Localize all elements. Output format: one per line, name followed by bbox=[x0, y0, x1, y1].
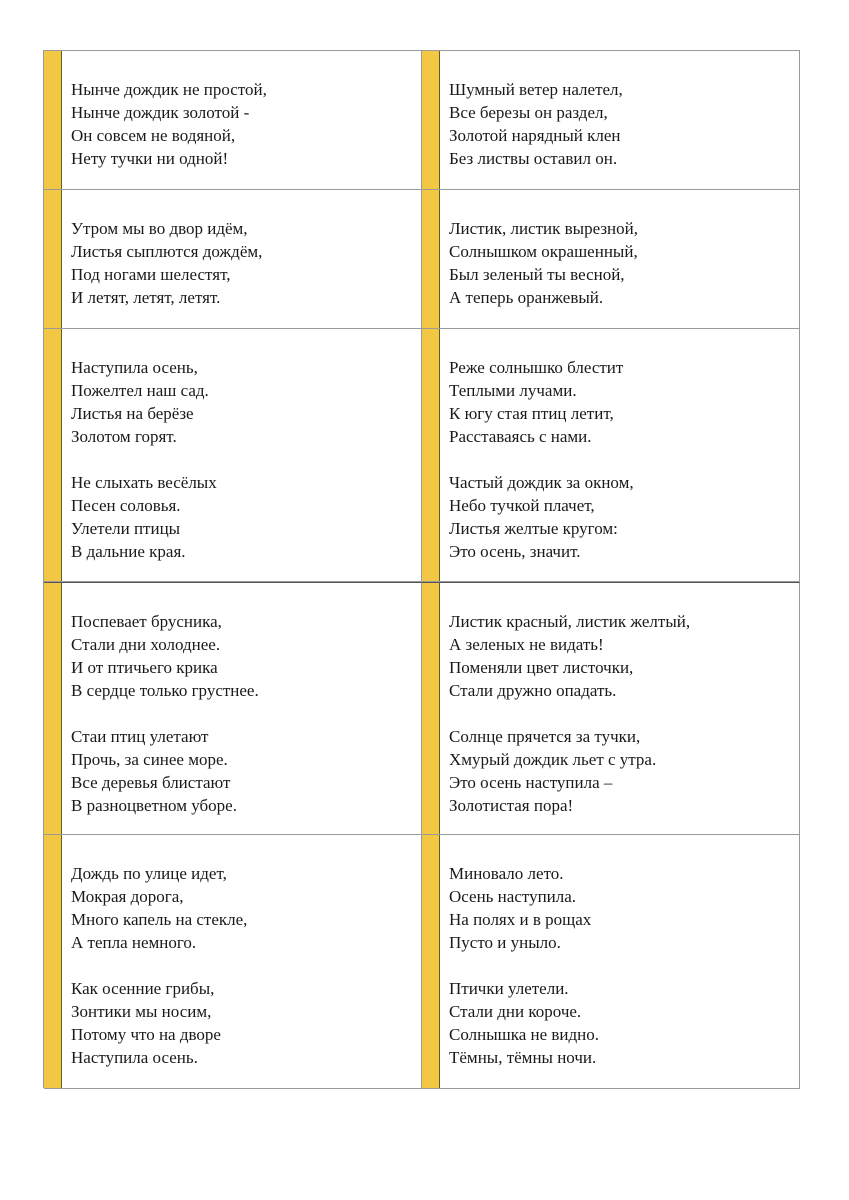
poem-line: Наступила осень, bbox=[71, 358, 198, 377]
poem-line: Шумный ветер налетел, bbox=[449, 80, 623, 99]
poem-line: Как осенние грибы, bbox=[71, 979, 215, 998]
poem-line: Нынче дождик золотой - bbox=[71, 103, 250, 122]
card-accent-stripe bbox=[44, 329, 62, 581]
card-accent-stripe bbox=[44, 583, 62, 834]
poem-line: Тёмны, тёмны ночи. bbox=[449, 1048, 597, 1067]
poem-line: В сердце только грустнее. bbox=[71, 681, 259, 700]
poem-text bbox=[62, 835, 247, 1088]
poem-line: На полях и в рощах bbox=[449, 910, 592, 929]
poem-line: Был зеленый ты весной, bbox=[449, 265, 625, 284]
poem-stanza bbox=[71, 78, 267, 170]
poem-text bbox=[62, 583, 259, 834]
poem-card bbox=[44, 582, 422, 835]
poem-line: Пожелтел наш сад. bbox=[71, 381, 209, 400]
poem-card bbox=[44, 329, 422, 582]
poem-line: Много капель на стекле, bbox=[71, 910, 248, 929]
poem-stanza bbox=[449, 78, 623, 170]
poem-line: Он совсем не водяной, bbox=[71, 126, 236, 145]
poem-text bbox=[62, 190, 262, 328]
card-accent-stripe bbox=[422, 329, 440, 581]
poem-line: Пусто и уныло. bbox=[449, 933, 561, 952]
poem-text bbox=[440, 583, 690, 834]
poem-line: К югу стая птиц летит, bbox=[449, 404, 614, 423]
poem-line: Золотой нарядный клен bbox=[449, 126, 621, 145]
poem-line: А зеленых не видать! bbox=[449, 635, 604, 654]
poem-line: Без листвы оставил он. bbox=[449, 149, 618, 168]
poem-stanza bbox=[71, 471, 217, 563]
poem-line: Дождь по улице идет, bbox=[71, 864, 227, 883]
poem-line: Листик, листик вырезной, bbox=[449, 219, 638, 238]
poem-line: Миновало лето. bbox=[449, 864, 564, 883]
poem-line: Под ногами шелестят, bbox=[71, 265, 231, 284]
poem-stanza bbox=[449, 217, 638, 309]
poem-stanza bbox=[449, 977, 599, 1069]
poem-line: Птички улетели. bbox=[449, 979, 569, 998]
poem-line: Нету тучки ни одной! bbox=[71, 149, 229, 168]
poem-line: Листик красный, листик желтый, bbox=[449, 612, 691, 631]
poem-line: Все деревья блистают bbox=[71, 773, 231, 792]
poem-line: И летят, летят, летят. bbox=[71, 288, 221, 307]
poem-line: Солнце прячется за тучки, bbox=[449, 727, 641, 746]
poem-line: Стали дружно опадать. bbox=[449, 681, 617, 700]
poem-line: Потому что на дворе bbox=[71, 1025, 221, 1044]
card-accent-stripe bbox=[422, 190, 440, 328]
poem-line: Листья желтые кругом: bbox=[449, 519, 618, 538]
poem-line: Золотом горят. bbox=[71, 427, 177, 446]
poem-line: Листья сыплются дождём, bbox=[71, 242, 263, 261]
poem-line: Поспевает брусника, bbox=[71, 612, 222, 631]
poem-line: И от птичьего крика bbox=[71, 658, 218, 677]
poem-line: Золотистая пора! bbox=[449, 796, 574, 815]
card-accent-stripe bbox=[44, 51, 62, 189]
poem-stanza bbox=[449, 725, 690, 817]
poem-line: Нынче дождик не простой, bbox=[71, 80, 267, 99]
poem-text bbox=[440, 190, 638, 328]
poem-text bbox=[440, 329, 634, 581]
poem-line: Это осень, значит. bbox=[449, 542, 581, 561]
poem-line: В дальние края. bbox=[71, 542, 186, 561]
poem-card bbox=[422, 329, 800, 582]
poem-line: Частый дождик за окном, bbox=[449, 473, 634, 492]
poem-stanza bbox=[71, 356, 217, 448]
poem-text bbox=[440, 835, 599, 1088]
poem-stanza bbox=[71, 977, 247, 1069]
poem-card bbox=[422, 51, 800, 190]
poem-line: Реже солнышко блестит bbox=[449, 358, 624, 377]
poem-stanza bbox=[449, 610, 690, 702]
poem-stanza bbox=[449, 471, 634, 563]
card-accent-stripe bbox=[422, 835, 440, 1088]
card-accent-stripe bbox=[422, 583, 440, 834]
poem-card-grid bbox=[43, 50, 800, 1088]
poem-line: Стаи птиц улетают bbox=[71, 727, 209, 746]
poem-stanza bbox=[449, 862, 599, 954]
poem-line: Утром мы во двор идём, bbox=[71, 219, 248, 238]
poem-line: Теплыми лучами. bbox=[449, 381, 577, 400]
poem-stanza bbox=[71, 862, 247, 954]
poem-line: Солнышка не видно. bbox=[449, 1025, 600, 1044]
poem-stanza bbox=[71, 725, 259, 817]
card-accent-stripe bbox=[422, 51, 440, 189]
poem-line: Прочь, за синее море. bbox=[71, 750, 228, 769]
poem-line: Мокрая дорога, bbox=[71, 887, 184, 906]
poem-line: Листья на берёзе bbox=[71, 404, 194, 423]
poem-text bbox=[62, 329, 217, 581]
poem-line: Небо тучкой плачет, bbox=[449, 496, 595, 515]
poem-line: Улетели птицы bbox=[71, 519, 181, 538]
poem-text bbox=[62, 51, 267, 189]
poem-line: Расставаясь с нами. bbox=[449, 427, 592, 446]
poem-line: Наступила осень. bbox=[71, 1048, 198, 1067]
poem-line: А тепла немного. bbox=[71, 933, 197, 952]
poem-line: Зонтики мы носим, bbox=[71, 1002, 212, 1021]
poem-line: Солнышком окрашенный, bbox=[449, 242, 638, 261]
poem-line: А теперь оранжевый. bbox=[449, 288, 604, 307]
poem-line: Стали дни холоднее. bbox=[71, 635, 221, 654]
poem-line: Стали дни короче. bbox=[449, 1002, 582, 1021]
poem-text bbox=[440, 51, 623, 189]
poem-line: Поменяли цвет листочки, bbox=[449, 658, 634, 677]
poem-stanza bbox=[449, 356, 634, 448]
poem-line: Не слыхать весёлых bbox=[71, 473, 217, 492]
poem-line: В разноцветном уборе. bbox=[71, 796, 237, 815]
poem-card bbox=[44, 190, 422, 329]
card-accent-stripe bbox=[44, 835, 62, 1088]
poem-card bbox=[422, 190, 800, 329]
poem-stanza bbox=[71, 610, 259, 702]
poem-stanza bbox=[71, 217, 262, 309]
poem-card bbox=[422, 835, 800, 1089]
poem-line: Это осень наступила – bbox=[449, 773, 613, 792]
poem-line: Все березы он раздел, bbox=[449, 103, 608, 122]
poem-card bbox=[44, 51, 422, 190]
poem-line: Хмурый дождик льет с утра. bbox=[449, 750, 657, 769]
poem-card bbox=[422, 582, 800, 835]
poem-line: Осень наступила. bbox=[449, 887, 577, 906]
card-accent-stripe bbox=[44, 190, 62, 328]
poem-card bbox=[44, 835, 422, 1089]
poem-line: Песен соловья. bbox=[71, 496, 181, 515]
